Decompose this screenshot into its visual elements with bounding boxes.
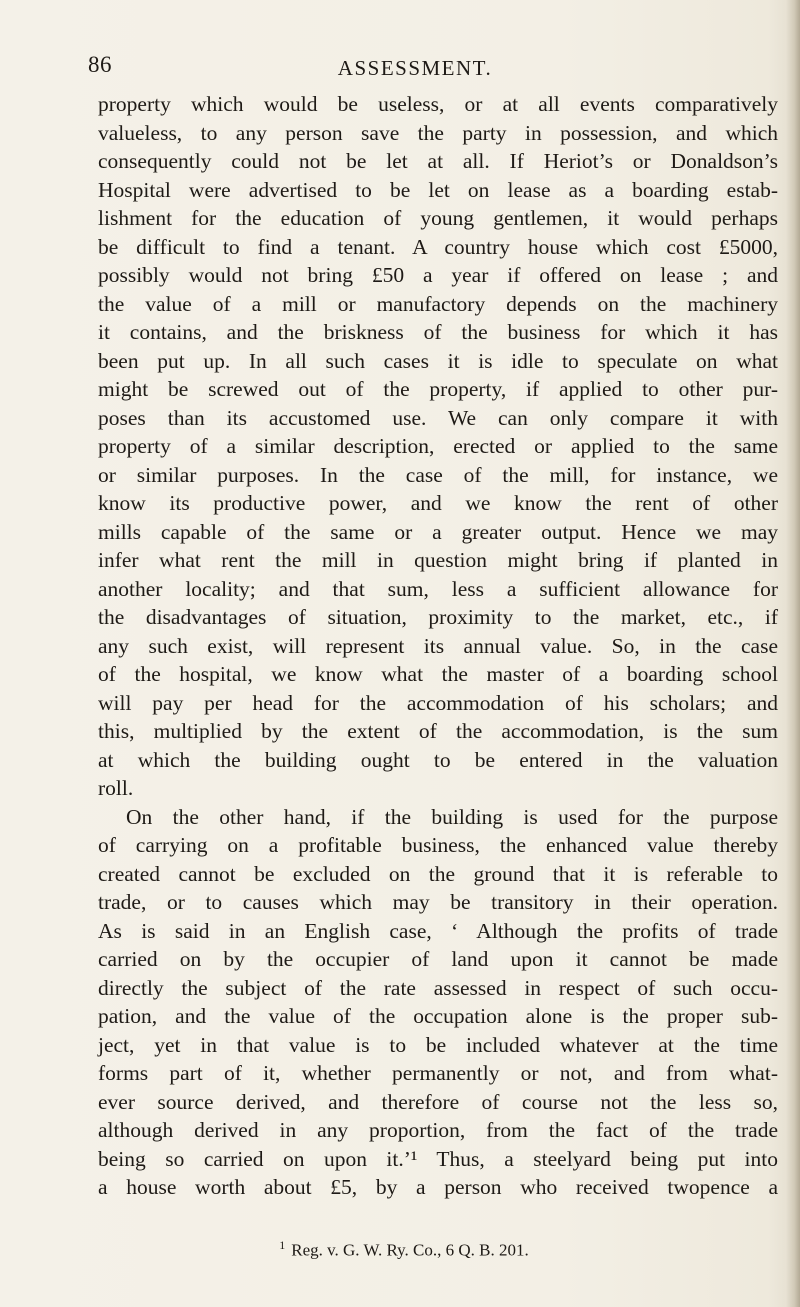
text-line: As is said in an English case, ‘ Although the profits of trade (98, 918, 778, 943)
body-text (98, 90, 778, 1202)
footnote-mark: 1 (279, 1238, 286, 1252)
text-line: been put up. In all such cases it is idle to speculate on what (98, 348, 778, 373)
text-line: infer what rent the mill in question might bring if planted in (98, 548, 778, 572)
page-edge-shadow (786, 0, 800, 1307)
text-line: the value of a mill or manufactory depends on the machinery (98, 291, 778, 316)
page-header (0, 0, 800, 80)
footnote-text: Reg. v. G. W. Ry. Co., 6 Q. B. 201. (291, 1240, 529, 1260)
text-line: of the hospital, we know what the master of a boarding school (98, 662, 778, 686)
text-line: carried on by the occupier of land upon it cannot be made (98, 947, 778, 971)
text-line: this, multiplied by the extent of the accommodation, is the sum (98, 719, 778, 743)
text-line: or similar purposes. In the case of the mill, for instance, we (98, 462, 778, 487)
text-line: being so carried on upon it.’¹ Thus, a steelyard being put into (98, 1146, 778, 1171)
footnote (0, 1238, 800, 1261)
text-line: ject, yet in that value is to be included whatever at the time (98, 1032, 778, 1057)
text-line: consequently could not be let at all. If Heriot’s or Donaldson’s (98, 149, 778, 173)
text-line: property of a similar description, erected or applied to the same (98, 434, 778, 458)
text-line: might be screwed out of the property, if applied to other pur- (98, 377, 778, 401)
text-line: at which the building ought to be entered in the valuation (98, 747, 778, 772)
text-line: trade, or to causes which may be transitory in their operation. (98, 890, 778, 914)
text-line: directly the subject of the rate assessed in respect of such occu- (98, 975, 778, 1000)
text-line: lishment for the education of young gentlemen, it would perhaps (98, 206, 778, 230)
text-line: pation, and the value of the occupation alone is the proper sub- (98, 1004, 778, 1028)
text-line: be difficult to find a tenant. A country house which cost £5000, (98, 234, 778, 259)
page-number: 86 (88, 52, 112, 77)
text-line: will pay per head for the accommodation of his scholars; and (98, 690, 778, 715)
text-line: a house worth about £5, by a person who received twopence a (98, 1175, 778, 1199)
text-line: forms part of it, whether permanently or not, and from what- (98, 1061, 778, 1085)
text-line: it contains, and the briskness of the business for which it has (98, 320, 778, 344)
running-head: ASSESSMENT. (337, 56, 493, 80)
text-line: any such exist, will represent its annual value. So, in the case (98, 633, 778, 658)
text-line: although derived in any proportion, from the fact of the trade (98, 1118, 778, 1142)
text-line: Hospital were advertised to be let on lease as a boarding estab- (98, 177, 778, 202)
text-line: On the other hand, if the building is used for the purpose (126, 804, 778, 829)
text-line: ever source derived, and therefore of course not the less so, (98, 1089, 778, 1114)
text-line: of carrying on a profitable business, the enhanced value thereby (98, 833, 778, 857)
text-line: know its productive power, and we know the rent of other (98, 491, 778, 515)
text-line: poses than its accustomed use. We can only compare it with (98, 405, 778, 430)
text-line: possibly would not bring £50 a year if offered on lease ; and (98, 263, 778, 287)
text-line: valueless, to any person save the party in possession, and which (98, 120, 778, 145)
text-line: the disadvantages of situation, proximity to the market, etc., if (98, 605, 778, 629)
text-line: roll. (98, 776, 134, 800)
text-line: mills capable of the same or a greater output. Hence we may (98, 519, 778, 544)
text-line: another locality; and that sum, less a sufficient allowance for (98, 576, 778, 601)
text-line: property which would be useless, or at all events comparatively (98, 92, 778, 116)
text-line: created cannot be excluded on the ground that it is referable to (98, 861, 778, 886)
